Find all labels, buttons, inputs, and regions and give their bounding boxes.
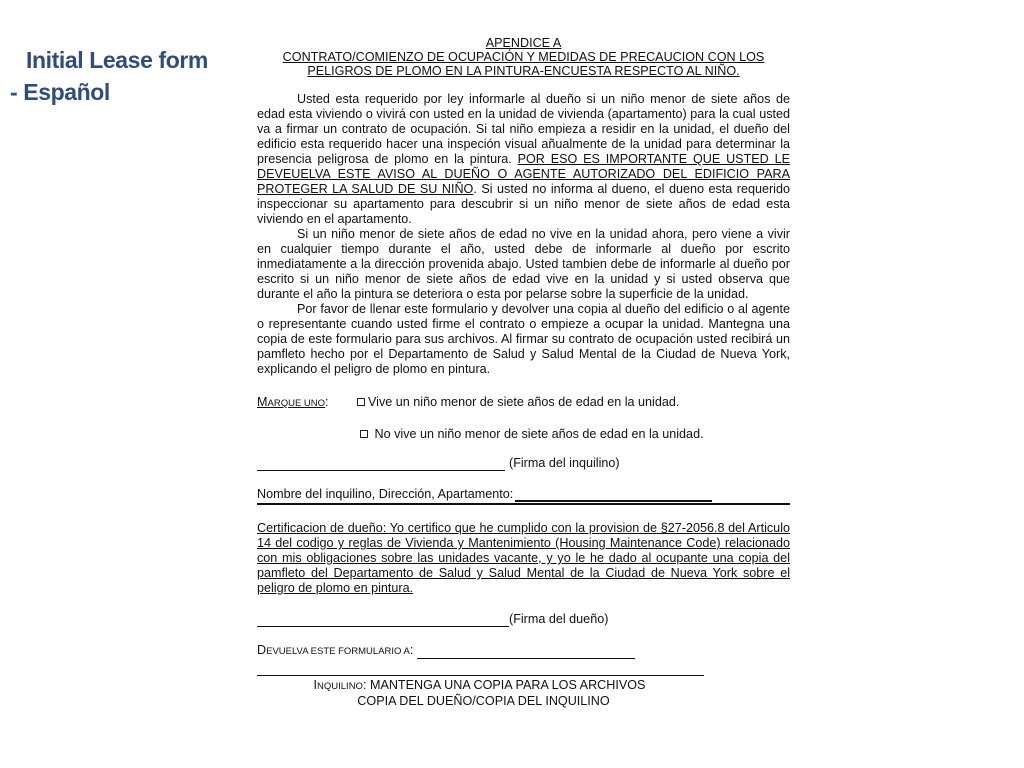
return-form-row [257,643,790,659]
form-heading-line2: PELIGROS DE PLOMO EN LA PINTURA-ENCUESTA RESPECTO AL NIÑO. [307,64,740,78]
return-form-label: DEVUELVA ESTE FORMULARIO A: [257,643,414,657]
tenant-name-field[interactable] [515,488,712,502]
appendix-heading: APENDICE A [485,36,562,50]
owner-signature-row [257,612,790,627]
paragraph-1 [257,92,790,227]
paragraph-1-text-a: Usted esta requerido por ley informarle al dueño si un niño menor de siete años de edad esta viviendo o vivirá con usted en la unidad de vivienda (apartamento) para la cual usted va a firmar un contrato de ocupación. Si tal niño empieza a residir en la unidad, el dueño del edificio esta requerido hacer una inspeción visual añualmente de la unidad para determinar la presencia peligrosa de plomo en la pintura. [257,92,790,166]
lease-form-document [257,36,790,709]
tenant-copy-note: INQUILINO: MANTENGA UNA COPIA PARA LOS ARCHIVOS [313,678,646,692]
tenant-signature-line[interactable] [257,456,505,471]
owner-certification: Certificacion de dueño: Yo certifico que he cumplido con la provision de §27-2056.8 del Articulo 14 del codigo y reglas de Vivienda y Mantenimiento (Housing Maintenance Code) relacionado con mis obligaciones sobre las unidades vacante, y yo le he dado al ocupante una copia del pamfleto del Departamento de Salud y Salud Mental de la Ciudad de Nueva York sobre el peligro de plomo en pintura. [257,521,790,595]
paragraph-1-underlined: POR ESO ES IMPORTANTE QUE USTED LE DEVEUELVA ESTE AVISO AL DUEÑO O AGENTE AUTORIZADO DEL EDIFICIO PARA PROTEGER LA SALUD DE SU NIÑO [257,152,790,196]
owner-signature-line[interactable] [257,612,509,627]
option-child-lives[interactable] [357,395,679,410]
marque-uno-row [257,395,790,411]
tenant-signature-label: (Firma del inquilino) [509,456,620,470]
checkbox-icon[interactable] [357,398,365,406]
owner-signature-label: (Firma del dueño) [509,612,609,626]
option-child-lives-label: Vive un niño menor de siete años de edad en la unidad. [368,395,680,409]
option-no-child[interactable] [257,427,790,442]
tenant-signature-row [257,456,790,471]
slide-title-line2: - Español [10,79,110,105]
bottom-divider [257,675,704,676]
copies-note: COPIA DEL DUEÑO/COPIA DEL INQUILINO [357,694,610,708]
slide-title-line1: Initial Lease form [26,47,208,73]
slide-title [10,44,240,108]
tenant-name-label: Nombre del inquilino, Dirección, Apartamento: [257,487,514,501]
marque-uno-label: MARQUE UNO: [257,395,329,409]
paragraph-3: Por favor de llenar este formulario y devolver una copia al dueño del edificio o al agente o representante cuando usted firme el contrato o empieze a ocupar la unidad. Mantegna una copia de este formulario para sus archivos. Al firmar su contrato de ocupación usted recibirá un pamfleto hecho por el Departamento de Salud y Salud Mental de la Ciudad de Nueva York, explicando el peligro de plomo en pintura. [257,302,790,376]
paragraph-1-text-b: . Si usted no informa al dueno, el dueno esta requerido inspeccionar su apartamento para descubrir si un niño menor de siete años de edad esta viviendo en el apartamento. [257,182,790,226]
tenant-name-row [257,487,790,505]
checkbox-icon[interactable] [360,430,368,438]
paragraph-2: Si un niño menor de siete años de edad no vive en la unidad ahora, pero viene a vivir en cualquier tiempo durante el año, usted debe de informarle al dueño por escrito inmediatamente a la dirección provenida abajo. Usted tambien debe de informarle al dueño por escrito si un niño menor de siete años de edad vive en la unidad y si usted observa que durante el año la pintura se deteriora o esta por pelarse sobre la superficie de la unidad. [257,227,790,301]
option-no-child-label: No vive un niño menor de siete años de edad en la unidad. [374,427,704,441]
return-address-field[interactable] [417,646,635,659]
form-heading-line1: CONTRATO/COMIENZO DE OCUPACIÓN Y MEDIDAS DE PRECAUCION CON LOS [282,50,765,64]
